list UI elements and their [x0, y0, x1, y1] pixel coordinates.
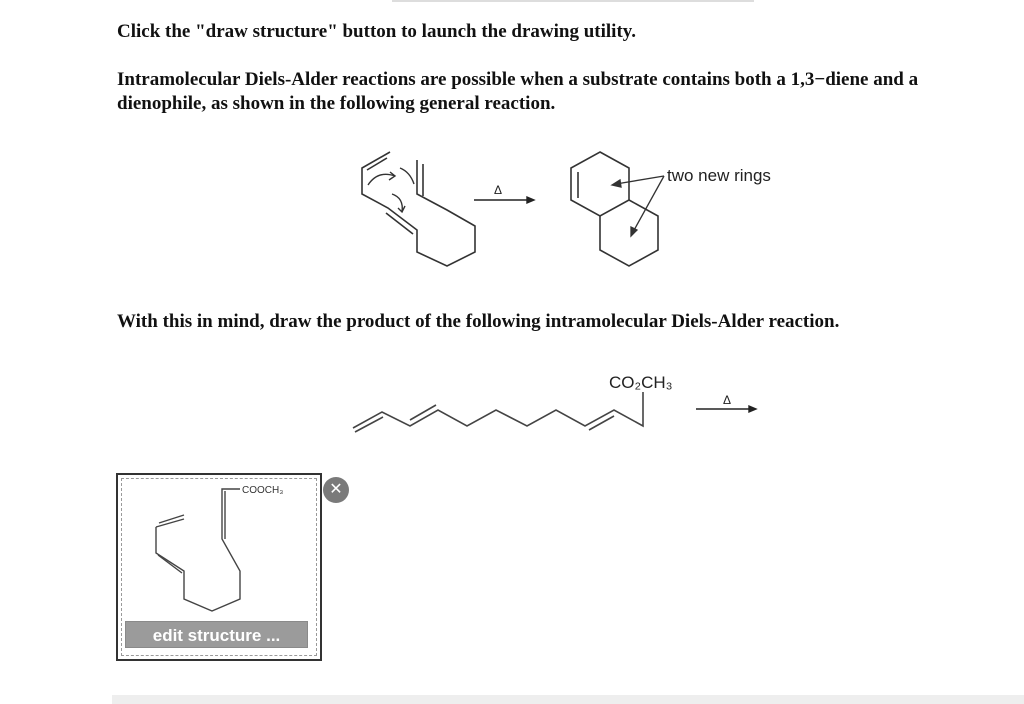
remove-structure-icon[interactable]: ✕ [323, 477, 349, 503]
substrate-reaction-scheme [0, 360, 1024, 440]
heat-symbol: Δ [493, 183, 503, 197]
question-text: With this in mind, draw the product of the following intramolecular Diels-Alder reaction. [117, 311, 840, 332]
intro-paragraph: Intramolecular Diels-Alder reactions are possible when a substrate contains both a 1,3−diene and a dienophile, as shown in the following general reaction. [117, 69, 919, 114]
electron-push-arrows [368, 168, 414, 212]
drawn-structure [118, 475, 320, 615]
product-callout: two new rings [667, 166, 771, 185]
instruction-text: Click the "draw structure" button to launch the drawing utility. [117, 21, 636, 42]
general-reaction-scheme [0, 0, 1024, 300]
substituent-label: CO₂CH₃ [609, 373, 673, 392]
structure-label: COOCH₃ [242, 485, 284, 496]
drawing-canvas[interactable] [116, 473, 322, 661]
edit-structure-button[interactable]: edit structure ... [125, 621, 308, 648]
reactant-structure [362, 152, 475, 266]
callout-arrows [612, 176, 664, 236]
heat-symbol: Δ [722, 393, 732, 407]
bottom-bar [112, 695, 1024, 704]
reaction-arrow [474, 197, 534, 203]
product-structure [571, 152, 658, 266]
substrate-structure [353, 392, 643, 432]
